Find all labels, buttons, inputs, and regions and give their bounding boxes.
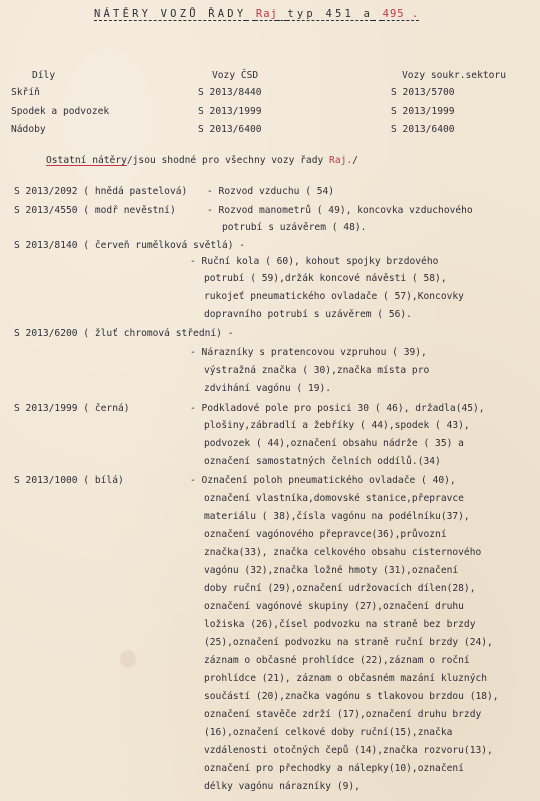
row-csd: S 2013/6400 <box>198 124 262 135</box>
row-csd: S 2013/1999 <box>198 106 262 117</box>
entry-line: označení pro přechodky a nálepky(10),označení <box>204 763 464 774</box>
entry-label: S 2013/8140 ( červeň rumělková světlá) - <box>14 240 246 251</box>
row-soukr: S 2013/6400 <box>391 124 455 135</box>
entry-line: (25),označení podvozku na straně ruční brzdy (24), <box>204 637 493 648</box>
entry-line: označení vlastníka,domovské stanice,přepravce <box>204 493 464 504</box>
section-heading <box>46 155 358 167</box>
title-main: NÁTĚRY VOZŮ ŘADY <box>94 8 247 20</box>
entry-line: délky vagónu nárazníky (9), <box>204 781 360 792</box>
entry-line: - Označení poloh pneumatického ovladače ( 40), <box>190 475 456 486</box>
entry-line: označení samostatných čelních oddílů.(34) <box>204 456 441 467</box>
entry-line: součástí (20),značka vagónu s tlakovou brzdou (18), <box>204 691 499 702</box>
entry-line: ložiska (26),čísel podvozku na straně bez brzdy <box>204 619 476 630</box>
entry-line: záznam o občasné prohlídce (22),záznam o roční <box>204 655 470 666</box>
entry-line: označení vagónové skupiny (27),označení druhu <box>204 601 464 612</box>
entry-label: S 2013/1999 ( černá) <box>14 403 130 414</box>
entry-line: - Ruční kola ( 60), kohout spojky brzdového <box>190 256 439 267</box>
row-soukr: S 2013/1999 <box>391 106 455 117</box>
header-dily: Díly <box>32 70 56 81</box>
section-heading-end: / <box>352 155 358 166</box>
entry-line: materiálu ( 38),čísla vagónu na podélníku(37), <box>204 511 470 522</box>
entry-label: S 2013/2092 ( hnědá pastelová) <box>14 186 188 197</box>
entry-line: doby ruční (29),označení udržovacích dílen(28), <box>204 583 476 594</box>
title-typ: typ 451 a <box>287 8 374 20</box>
entry-label: S 2013/6200 ( žluť chromová střední) - <box>14 328 234 339</box>
title-series: Raj <box>255 8 278 20</box>
entry-line: plošiny,zábradlí a žebříky ( 44),spodek ( 43), <box>204 420 470 431</box>
header-vozy-csd: Vozy ČSD <box>212 70 259 81</box>
entry-line: prohlídce (21), záznam o občasném mazání kluzných <box>204 673 488 684</box>
entry-line: potrubí ( 59),držák koncové návěsti ( 58), <box>204 273 447 284</box>
entry-line: potrubí s uzávěrem ( 48). <box>222 222 367 233</box>
entry-line: (16),označení celkové doby ruční(15),značka <box>204 727 453 738</box>
paper-stain <box>120 650 136 668</box>
entry-line: - Podkladové pole pro posici 30 ( 46), držadla(45), <box>190 403 485 414</box>
entry-line: - Rozvod vzduchu ( 54) <box>207 186 335 197</box>
entry-label: S 2013/1000 ( bílá) <box>14 475 124 486</box>
row-part: Skříň <box>11 87 40 98</box>
row-soukr: S 2013/5700 <box>391 87 455 98</box>
entry-line: dopravního potrubí s uzávěrem ( 56). <box>204 309 412 320</box>
section-heading-text: /jsou shodné pro všechny vozy řady <box>126 155 324 166</box>
entry-line: vzdálenosti otočných čepů (14),značka rozvoru(13), <box>204 745 493 756</box>
entry-line: podvozek ( 44),označení obsahu nádrže ( 35) a <box>204 438 464 449</box>
header-vozy-soukr: Vozy soukr.sektoru <box>402 70 506 81</box>
entry-line: - Nárazníky s pratencovou vzpruhou ( 39), <box>190 347 427 358</box>
entry-line: označení vagónového přepravce(36),průvozní <box>204 529 447 540</box>
row-part: Spodek a podvozek <box>11 106 110 117</box>
row-csd: S 2013/8440 <box>198 87 262 98</box>
section-heading-series: Raj. <box>329 155 353 166</box>
entry-line: označení stavěče zdrží (17),označení druhu brzdy <box>204 709 482 720</box>
entry-line: značka(33), značka celkového obsahu cisternového <box>204 547 482 558</box>
entry-line: zdvihání vagónu ( 19). <box>204 383 332 394</box>
entry-line: rukojeť pneumatického ovladače ( 57),Koncovky <box>204 291 464 302</box>
section-heading-underlined: Ostatní nátěry <box>46 155 127 166</box>
row-part: Nádoby <box>11 124 46 135</box>
entry-line: výstražná značka ( 30),značka místa pro <box>204 365 430 376</box>
document-title <box>94 8 514 20</box>
entry-line: vagónu (32),značka ložné hmoty (31),označení <box>204 565 459 576</box>
title-typ-red: 495 . <box>382 8 420 20</box>
entry-label: S 2013/4550 ( modř nevěstní) <box>14 205 176 216</box>
entry-line: - Rozvod manometrů ( 49), koncovka vzduchového <box>207 205 473 216</box>
